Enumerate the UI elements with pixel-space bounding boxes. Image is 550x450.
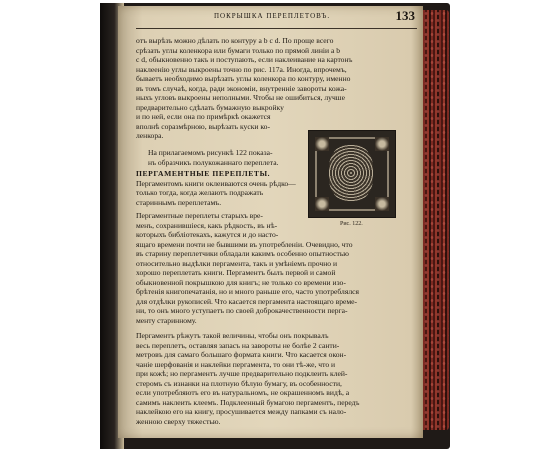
text-line: которыхъ библіотекахъ, кажутся и до насто- <box>136 230 279 240</box>
text-line: ящаго времени почти не бывшими въ употребленіи. Очевидно, что <box>136 239 353 249</box>
figure-corner <box>375 137 389 151</box>
text-line: вполнѣ соразмѣрною, вырѣзать куски ко- <box>136 121 270 131</box>
book-page <box>118 6 423 438</box>
figure-corner <box>315 137 329 151</box>
page-edges-marbling <box>423 10 449 430</box>
text-line: чаніе шерфованія и наклейки пергамента, то они тѣ-же, что и <box>136 359 336 369</box>
text-line: метровъ для самаго большаго формата книги. Что касается окон- <box>136 350 347 360</box>
text-line: бываетъ необходимо вырѣзать углы коленкора по контуру, именно <box>136 74 351 84</box>
text-line: если употребляютъ его въ натуральномъ, не окрашенномъ видѣ, а <box>136 388 350 398</box>
text-line: относительно выдѣлки пергамента, такъ и умѣніемъ прочно и <box>136 258 338 268</box>
text-line: ныхъ угловъ выкроены неполными. Чтобы не ошибиться, лучше <box>136 93 345 103</box>
text-line: ни, то онъ много уступаетъ по своей доброкачественности перга- <box>136 306 348 316</box>
text-line: женною сверху тяжестью. <box>136 416 221 426</box>
text-line: c d, обыкновенно такъ и поступають, если наклеивание на картонъ <box>136 55 353 65</box>
text-line: стеромъ съ изнанки на плотную бѣлую бумагу, въ особенности, <box>136 378 342 388</box>
text-line: Пергаментные переплеты старыхъ вре- <box>136 211 263 220</box>
figure-ornament <box>329 145 373 201</box>
text-line: стариннымъ переплетамъ. <box>136 197 222 207</box>
text-line: весь переплетъ, оставляя запасъ на завороты не болѣе 2 санти- <box>136 340 340 350</box>
text-line: для отдѣлки рукописей. Что касается пергамента настоящаго време- <box>136 296 358 306</box>
text-line: менту старинному. <box>136 316 197 326</box>
text-line: На прилагаемомъ рисункѣ 122 показа- <box>148 148 273 157</box>
figure-corner <box>315 197 329 211</box>
text-line: наклейкою его на книгу, просушивается между папками съ нало- <box>136 407 347 417</box>
page-number: 133 <box>395 8 415 23</box>
text-line: при кожѣ; но пергаментъ лучше предварительно подклеить клей- <box>136 369 348 379</box>
text-line: хорошо переплетать книги. Пергаментъ былъ первой и самой <box>136 268 336 278</box>
text-line: предварительно сдѣлать бумажную выкройку <box>136 102 284 112</box>
running-title: ПОКРЫШКА ПЕРЕПЛЕТОВЪ. <box>214 12 331 20</box>
text-line: только тогда, когда желаютъ подражать <box>136 188 264 198</box>
text-line: брѣтенія книгопечатанія, но и много раньше его, часто употреблялся <box>136 287 359 297</box>
figure-corner <box>375 197 389 211</box>
text-line: наклеенію углы выкроены точно по рис. 117a. Иногда, впрочемъ, <box>136 64 347 74</box>
text-line: обыкновенной покрышкою для книгъ; не только со времени изо- <box>136 277 346 287</box>
text-line: въ старину переплетчики обладали какимъ особенно опытностью <box>136 249 349 259</box>
section-heading: ПЕРГАМЕНТНЫЕ ПЕРЕПЛЕТЫ. <box>136 169 271 178</box>
text-line: ленкора. <box>136 131 164 141</box>
text-line: срѣзать углы коленкора или бумаги только по прямой линіи a b <box>136 45 341 55</box>
text-line: и по ней, если она по примѣркѣ окажется <box>136 112 271 122</box>
text-line: самимъ наклеить клеемъ. Подклеенный бумагою пергаментъ, передъ <box>136 397 360 407</box>
text-line: въ томъ случаѣ, когда, ради экономіи, внутренніе завороты кожа- <box>136 83 347 93</box>
paragraph-old-bindings <box>136 211 416 326</box>
paragraph-contour-cutting <box>136 36 416 141</box>
text-line: нъ образчикъ полукожаннаго переплета. <box>148 157 279 167</box>
text-line: Пергаментъ рѣжутъ такой величины, чтобы онъ покрывалъ <box>136 331 329 340</box>
text-line: менъ, сохранившіеся, какъ рѣдкость, въ нѣ- <box>136 220 278 230</box>
page-header <box>136 10 415 26</box>
text-line: отъ вырѣзъ можно дѣлать по контуру a b c d. По проще всего <box>136 36 334 45</box>
text-line: Пергаментомъ книги оклеиваются очень рѣдко— <box>136 178 296 188</box>
header-rule <box>136 28 417 29</box>
figure-binding-pattern <box>308 130 396 218</box>
paragraph-cutting-parchment <box>136 331 416 426</box>
figure-caption: Рис. 122. <box>340 221 363 227</box>
